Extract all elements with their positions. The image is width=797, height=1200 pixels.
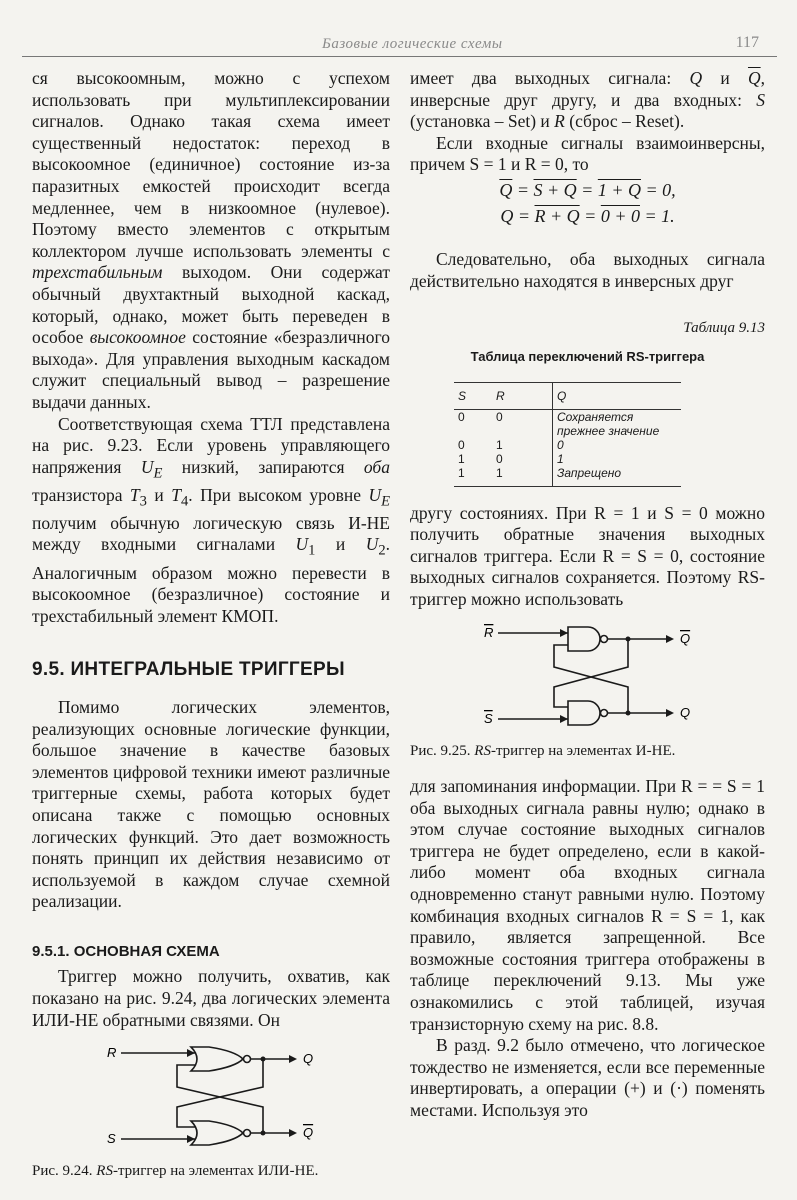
table-row: 1 0 1 xyxy=(454,452,681,466)
switching-table xyxy=(454,382,681,487)
input-sbar-label: S xyxy=(483,710,493,726)
table-row: 0 0 Сохраняется прежнее значение xyxy=(454,409,681,438)
output-q-label: Q xyxy=(303,1051,314,1067)
input-r-label: R xyxy=(107,1045,117,1061)
section-heading: 9.5. ИНТЕГРАЛЬНЫЕ ТРИГГЕРЫ xyxy=(32,659,345,681)
output-qbar-label: Q xyxy=(679,630,690,646)
paragraph: имеет два выходных сигнала: Q и $\overline{Q}$, инверсные друг другу, и два входных: S (установка – Set) и R (сброс – Reset). xyxy=(410,68,765,132)
figure-9-24-nor-rs-flipflop xyxy=(91,1037,331,1157)
right-column xyxy=(410,68,765,1122)
paragraph: для запоминания информации. При R = = S = 1 оба выходных сигнала равны нулю; однако в этом случае состояние выходных сигналов триггера не будет определено, если в какой-либо момент оба входных сигнала одновременно станут равными нулю. Поэтому комбинация входных сигналов R = S = 1, как правило, является запрещенной. Все возможные состояния триггера отображены в таблице переключений 9.13. Мы уже ознакомились с этой таблицей, изучая транзисторную схему на рис. 8.8. xyxy=(410,776,765,1034)
paragraph: Триггер можно получить, охватив, как показано на рис. 9.24, два логических элемента ИЛИ-НЕ обратными связями. Он xyxy=(32,966,390,1030)
subsection-heading: 9.5.1. ОСНОВНАЯ СХЕМА xyxy=(32,942,220,960)
formula-qbar: $\overline{Q} = S + Q = 1 + Q = 0$, xyxy=(499,179,676,200)
paragraph: Следовательно, оба выходных сигнала действительно находятся в инверсных друг xyxy=(410,249,765,291)
table-row: 1 1 Запрещено xyxy=(454,466,681,487)
paragraph: В разд. 9.2 было отмечено, что логическое тождество не изменяется, если все переменные инвертировать, а операции (+) и (·) поменять местами. Используя это xyxy=(410,1035,765,1120)
figure-caption: Рис. 9.25. RS-триггер на элементах И-НЕ. xyxy=(410,742,676,759)
paragraph: ся высокоомным, можно с успехом использовать при мультиплексировании сигналов. Однако такая схема имеет существенный недостаток: переход в высокоомное (единичное) состояние из-за паразитных емкостей происходит всегда медленнее, чем в низкоомное (нулевое). Поэтому вместо элементов с открытым коллектором лучше использовать элементы с трехстабильным выходом. Они содержат обычный двухтактный выходной каскад, который, однако, может быть переведен в особое высокоомное состояние «безразличного выхода». Для управления выходным каскадом служит специальный вывод – разрешение выдачи данных. xyxy=(32,68,390,412)
paragraph: Если входные сигналы взаимоинверсны, причем S = 1 и R = 0, то xyxy=(410,132,765,175)
running-title: Базовые логические схемы xyxy=(322,36,503,52)
paragraph: Соответствующая схема ТТЛ представлена на рис. 9.23. Если уровень управляющего напряжения $U_E$ низкий, запираются оба транзистора $T_3$ и $T_4$. При высоком уровне $U_E$ получим обычную логическую связь И-НЕ между входными сигналами $U_1$ и $U_2$. Аналогичным образом можно перевести в высокоомное (безразличное) состояние и трехстабильный элемент КМОП. xyxy=(32,413,390,626)
table-header: Q xyxy=(553,382,682,409)
paragraph: Помимо логических элементов, реализующих основные логические функции, большое значение в качестве базовых элементов цифровой техники имеют различные триггерные схемы, работа которых будет описана также с помощью основных логических функций. Это дает возможность понять принцип их действия независимо от используемой в каждом случае схемной реализации. xyxy=(32,696,390,912)
page-header xyxy=(22,30,777,57)
table-header: S xyxy=(454,382,492,409)
figure-9-25-nand-rs-flipflop xyxy=(468,617,708,737)
figure-caption: Рис. 9.24. RS-триггер на элементах ИЛИ-НЕ. xyxy=(32,1163,319,1180)
table-header-row xyxy=(454,382,681,409)
formula-q: Q = R + Q = 0 + 0 = 1. xyxy=(500,205,675,226)
output-qbar-label: Q xyxy=(303,1125,314,1141)
input-rbar-label: R xyxy=(483,624,493,640)
table-number: Таблица 9.13 xyxy=(683,320,765,337)
page-number: 117 xyxy=(735,34,759,51)
table-title: Таблица переключений RS-триггера xyxy=(470,348,705,364)
left-column xyxy=(32,68,390,1197)
paragraph: другу состояниях. При R = 1 и S = 0 можно получить обратные значения выходных сигналов триггера. Если R = S = 0, состояние выходных сигналов сохраняется. Поэтому RS-триггер можно использовать xyxy=(410,502,765,609)
table-header: R xyxy=(492,382,553,409)
input-s-label: S xyxy=(107,1131,116,1147)
table-row: 0 1 0 xyxy=(454,438,681,452)
output-q-label: Q xyxy=(679,704,690,720)
